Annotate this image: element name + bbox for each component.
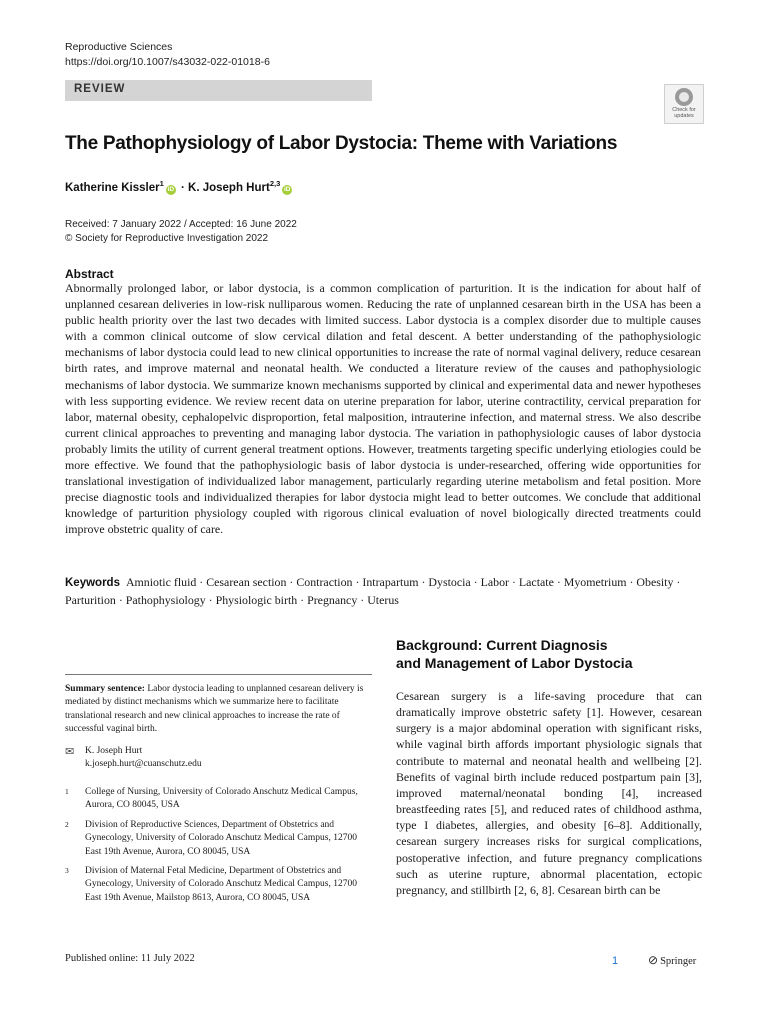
check-updates-text: Check for updates bbox=[672, 107, 696, 119]
abstract-heading: Abstract bbox=[65, 267, 114, 281]
doi-link[interactable]: https://doi.org/10.1007/s43032-022-01018-6 bbox=[65, 56, 270, 68]
check-for-updates-badge[interactable] bbox=[664, 84, 704, 124]
author-affiliation-sup: 1 bbox=[159, 179, 164, 188]
summary-label: Summary sentence: bbox=[65, 684, 145, 694]
author-name[interactable]: K. Joseph Hurt bbox=[188, 181, 270, 194]
keywords-list: Amniotic fluid · Cesarean section · Contraction · Intrapartum · Dystocia · Labor · Lactate · Myometrium · Obesity · Parturition · Pathophysiology · Physiologic birth · Pregnancy · Uterus bbox=[65, 575, 681, 607]
section-banner bbox=[65, 80, 372, 101]
affiliation-text: Division of Maternal Fetal Medicine, Department of Obstetrics and Gynecology, University of Colorado Anschutz Medical Campus, 12700 East 19th Avenue, Mailstop 8613, Aurora, CO 80045, USA bbox=[85, 866, 357, 903]
published-date: Published online: 11 July 2022 bbox=[65, 953, 195, 964]
summary-text: Labor dystocia leading to unplanned cesarean delivery is mediated by distinct mechanisms which we summarize here to facilitate translational research and new clinical approaches to increase the rate of successful vaginal birth. bbox=[65, 684, 364, 734]
article-dates bbox=[65, 218, 297, 246]
affiliation-number: 2 bbox=[65, 820, 69, 829]
author-name[interactable]: Katherine Kissler bbox=[65, 181, 160, 194]
received-accepted: Received: 7 January 2022 / Accepted: 16 June 2022 bbox=[65, 219, 297, 230]
author-list bbox=[65, 179, 294, 195]
envelope-icon: ✉ bbox=[65, 746, 75, 758]
keywords-block bbox=[65, 574, 701, 608]
affiliation-text: Division of Reproductive Sciences, Department of Obstetrics and Gynecology, University of Colorado Anschutz Medical Campus, 12700 East 19th Avenue, Aurora, CO 80045, USA bbox=[85, 820, 357, 857]
corresponding-author bbox=[65, 745, 370, 772]
summary-sentence bbox=[65, 683, 370, 736]
affiliation bbox=[65, 819, 370, 859]
publisher-logo bbox=[648, 953, 696, 967]
orcid-icon[interactable]: iD bbox=[284, 185, 291, 193]
affiliation-number: 1 bbox=[65, 787, 69, 796]
author-separator: · bbox=[177, 181, 189, 194]
section-label: REVIEW bbox=[74, 83, 126, 95]
footnote-divider bbox=[65, 674, 372, 675]
journal-name: Reproductive Sciences bbox=[65, 41, 173, 53]
journal-header bbox=[65, 40, 270, 70]
abstract-text: Abnormally prolonged labor, or labor dystocia, is a common complication of parturition. It is the indication for about half of unplanned cesarean deliveries in low-risk nulliparous women. Reducing the rate of unplanned cesarean birth in the USA has been a public health priority over the last two decades with limited success. Labor dystocia is a complex disorder due to multiple causes with a common clinical outcome of slow cervical dilation and fetal descent. A better understanding of the pathophysiologic mechanisms of labor dystocia could lead to new clinical opportunities to increase the rate of normal vaginal delivery, reduce cesarean birth rates, and improve maternal and neonatal health. We conducted a literature review of the causes and pathophysiologic mechanisms of labor dystocia. We summarize known mechanisms supported by clinical and experimental data and newer hypotheses with less supporting evidence. We review recent data on uterine preparation for labor, uterine contractility, cervical preparation for labor, maternal obesity, cephalopelvic disproportion, fetal malposition, intrauterine infection, and maternal stress. We also describe current clinical approaches to preventing and managing labor dystocia. The variation in pathophysiologic causes of labor dystocia probably limits the utility of current general treatment options. However, treatments targeting specific underlying etiologies could be more effective. We found that the pathophysiologic basis of labor dystocia is under-researched, offering wide opportunities for translational investigation of individualized labor management, particularly regarding uterine metabolism and fetal position. More precise diagnostic tools and individualized therapies for labor dystocia might lead to better outcomes. We conclude that additional knowledge of parturition physiology coupled with rigorous clinical evaluation of novel biologically directed treatments could improve obstetric quality of care. bbox=[65, 281, 701, 537]
keywords-label: Keywords bbox=[65, 577, 120, 589]
springer-horse-icon: ⊘ bbox=[648, 953, 659, 967]
corresponding-email[interactable]: k.joseph.hurt@cuanschutz.edu bbox=[85, 759, 202, 770]
section-heading: Background: Current Diagnosis and Management of Labor Dystocia bbox=[396, 637, 633, 671]
publisher-name: Springer bbox=[660, 956, 697, 967]
copyright-line: © Society for Reproductive Investigation 2022 bbox=[65, 233, 269, 244]
affiliation bbox=[65, 865, 370, 905]
article-title: The Pathophysiology of Labor Dystocia: Theme with Variations bbox=[65, 133, 618, 154]
affiliation-number: 3 bbox=[65, 866, 69, 875]
check-updates-icon bbox=[675, 88, 693, 106]
body-paragraph: Cesarean surgery is a life-saving procedure that can dramatically improve obstetric safety [1]. However, cesarean surgery is a major abdominal operation with significant risks, while vaginal birth affords important physiologic signals that contribute to maternal and neonatal health and wellbeing [2]. Benefits of vaginal birth include reduced postpartum pain [3], improved maternal/neonatal bonding [4], increased breastfeeding rates [5], and reduced rates of childhood asthma, type I diabetes, allergies, and obesity [6–8]. Additionally, cesarean surgery increases risks for surgical complications, postoperative infection, and future pregnancy complications such as uterine rupture, abnormal placentation, ectopic pregnancy, and stillbirth [2, 6, 8]. Cesarean birth can be bbox=[396, 689, 702, 897]
orcid-icon[interactable]: iD bbox=[167, 185, 175, 193]
affiliation bbox=[65, 786, 370, 813]
page-number: 1 bbox=[612, 955, 619, 967]
affiliation-text: College of Nursing, University of Colorado Anschutz Medical Campus, Aurora, CO 80045, USA bbox=[85, 787, 358, 811]
corresponding-name: K. Joseph Hurt bbox=[85, 746, 143, 756]
author-affiliation-sup: 2,3 bbox=[269, 179, 281, 188]
